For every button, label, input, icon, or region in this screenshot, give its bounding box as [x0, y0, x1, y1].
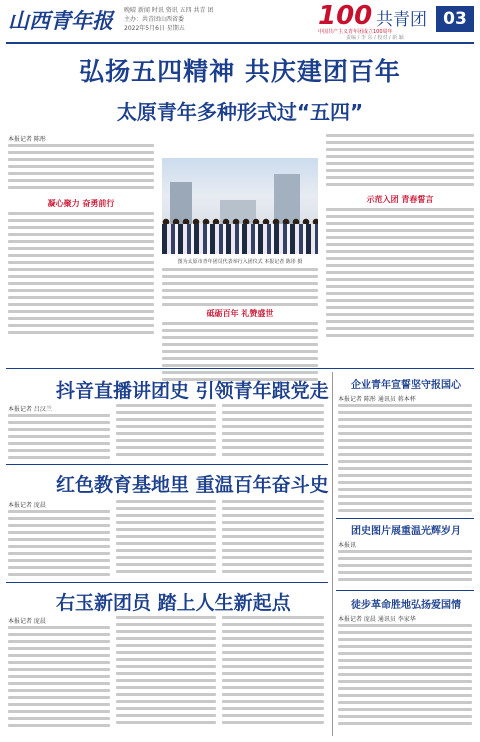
page-title: 弘扬五四精神 共庆建团百年 [79, 57, 401, 86]
story1-photo-caption: 图为太原市青年团员代表举行入团仪式 本报记者 陈彤 摄 [177, 259, 303, 265]
side1-text [338, 404, 472, 516]
story2-col3-text [222, 404, 324, 460]
story3-col2-text [116, 500, 216, 577]
story1-col2-text [162, 268, 318, 310]
masthead-info [124, 6, 314, 33]
story1-subhead-1: 凝心聚力 奋勇前行 [47, 199, 115, 208]
story2-title: 抖音直播讲团史 引领青年跟党走 [56, 380, 329, 402]
story1-subhead-2: 砥砺百年 礼赞盛世 [206, 309, 274, 318]
story4-col3-text [222, 616, 324, 728]
anniversary-subtitle: 中国共产主义青年团成立100周年 [318, 29, 393, 35]
story1-col1-text [8, 144, 154, 193]
side2-byline: 本报讯 [338, 542, 357, 549]
story4-title: 右玉新团员 踏上人生新起点 [56, 592, 291, 614]
side3-title: 徒步革命胜地弘扬爱国情 [351, 600, 461, 611]
story1-photo [162, 158, 318, 254]
story1-byline: 本报记者 陈彤 [8, 136, 46, 143]
story2-byline: 本报记者 吕汉兰 [8, 406, 52, 413]
page-number: 03 [436, 6, 474, 32]
story2-col1-text [8, 414, 110, 463]
story1-col1-text-2 [8, 212, 154, 338]
newspaper-logo: 山西青年报 [8, 8, 113, 33]
story3-title: 红色教育基地里 重温百年奋斗史 [56, 474, 329, 496]
story2-col2-text [116, 404, 216, 460]
side2-title: 团史图片展重温光辉岁月 [351, 526, 461, 537]
story1-col3-text [326, 134, 474, 190]
story3-col3-text [222, 500, 324, 577]
story1-title: 太原青年多种形式过“五四” [116, 100, 364, 124]
side1-title: 企业青年宣誓坚守报国心 [351, 380, 461, 391]
story1-col3-text-2 [326, 208, 474, 341]
anniversary-number: 100 [318, 1, 373, 31]
story1-subhead-3: 示范入团 青春誓言 [366, 195, 434, 204]
masthead [0, 0, 480, 44]
story4-col2-text [116, 616, 216, 728]
side3-text [338, 624, 472, 729]
side1-byline: 本报记者 陈彤 通讯员 蒋本杯 [338, 396, 416, 403]
anniversary-badge [318, 1, 393, 35]
masthead-rule [6, 42, 474, 44]
story3-byline: 本报记者 庞晨 [8, 502, 46, 509]
side2-text [338, 550, 472, 585]
side3-byline: 本报记者 庞晨 通讯员 李家华 [338, 616, 416, 623]
section-name: 共青团 [376, 10, 427, 30]
story4-col1-text [8, 626, 110, 731]
story3-col1-text [8, 510, 110, 580]
masthead-line-2: 主办：共青团山西省委 [124, 16, 185, 23]
masthead-line-3: 2022年5月6日 星期五 [124, 25, 185, 32]
editor-line: 责编 / 李 东 / 校对 / 新 颖 [346, 35, 404, 41]
masthead-line-1: 晚晴 新闻 时讯 资讯 五四 共青 团 [124, 7, 214, 14]
story4-byline: 本报记者 庞晨 [8, 618, 46, 625]
